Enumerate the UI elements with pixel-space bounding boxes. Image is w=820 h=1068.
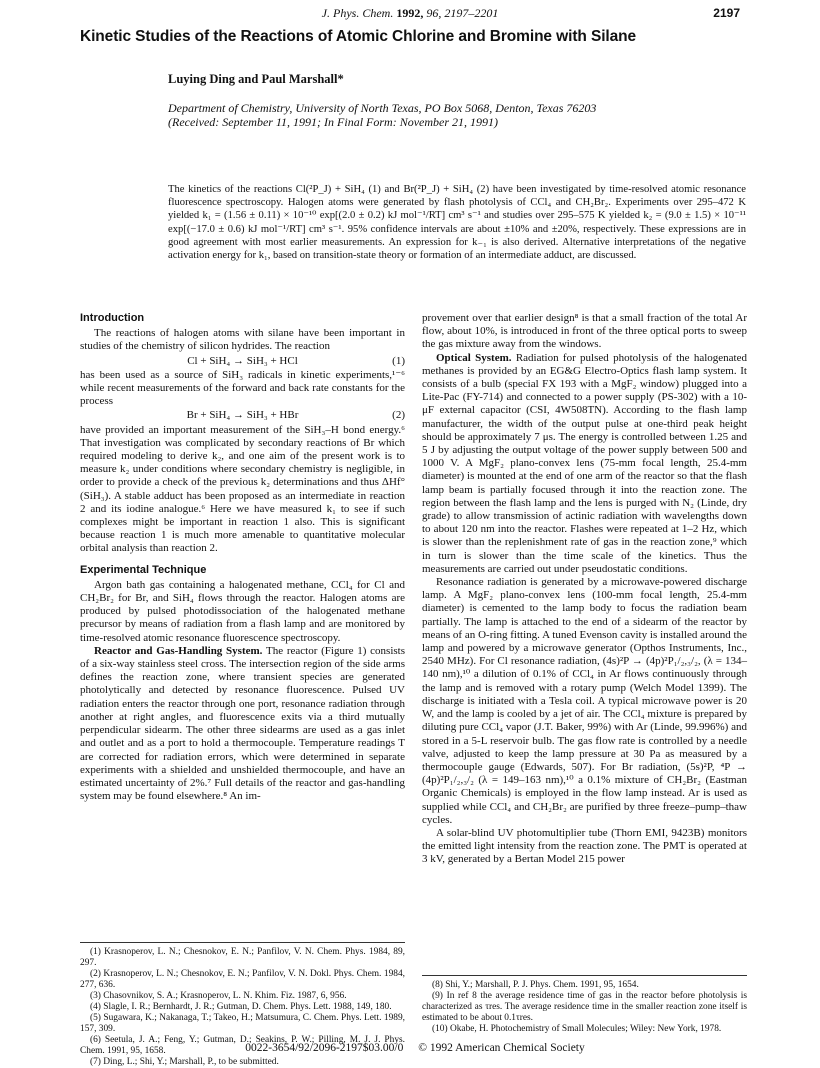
footnote: (10) Okabe, H. Photochemistry of Small Molecules; Wiley: New York, 1978. bbox=[432, 1024, 722, 1034]
footnote: (6) Seetula, J. A.; Feng, Y.; Gutman, D.; Seakins, P. W.; Pilling, M. J. J. Phys. Chem. 1991, 95, 1658. bbox=[80, 1035, 405, 1056]
affiliation-block bbox=[168, 101, 748, 129]
footnote: (9) In ref 8 the average residence time of gas in the reactor before photolysis is characterized as τres. The average residence time in the smaller reaction zone itself is estimated to be about 0.1τres. bbox=[422, 991, 747, 1023]
equation-2-text: Br + SiH₄ → SiH₃ + HBr bbox=[186, 409, 299, 422]
left-column bbox=[80, 312, 405, 803]
footnote-rule bbox=[422, 975, 747, 976]
received-dates: (Received: September 11, 1991; In Final Form: November 21, 1991) bbox=[168, 115, 499, 129]
equation-1 bbox=[80, 355, 405, 368]
optical-run-head: Optical System. bbox=[436, 351, 512, 364]
footnote: (7) Ding, L.; Shi, Y.; Marshall, P., to be submitted. bbox=[90, 1057, 279, 1067]
reactor-continued: provement over that earlier design⁸ is that a small fraction of the total Ar flow, about 10%, is introduced in front of the three optical ports to sweep the gas mixture away from the windows. bbox=[422, 312, 747, 351]
reactor-paragraph bbox=[80, 645, 405, 803]
article-code: 0022-3654/92/2096-2197$03.00/0 bbox=[245, 1042, 404, 1054]
experimental-paragraph-1: Argon bath gas containing a halogenated methane, CCl₄ for Cl and CH₂Br₂ for Br, and SiH₄ flows through the reactor. Halogen atoms are produced by pulsed photodissociation of the halogenated methane precursor by means of radiation from a flash lamp and are monitored by time-resolved atomic resonance fluorescence spectroscopy. bbox=[80, 578, 405, 644]
affiliation: Department of Chemistry, University of North Texas, PO Box 5068, Denton, Texas 76203 bbox=[168, 101, 597, 115]
footnote: (2) Krasnoperov, L. N.; Chesnokov, E. N.; Panfilov, V. N. Dokl. Phys. Chem. 1984, 277, 636. bbox=[80, 969, 405, 990]
abstract: The kinetics of the reactions Cl(²P_J) + SiH₄ (1) and Br(²P_J) + SiH₄ (2) have been investigated by time-resolved atomic resonance fluorescence spectroscopy. Halogen atoms were generated by flash photolysis of CCl₄ and CH₂Br₂. Experiments over 295–472 K yielded k₁ = (1.56 ± 0.11) × 10⁻¹⁰ exp[(2.0 ± 0.2) kJ mol⁻¹/RT] cm³ s⁻¹ and studies over 295–575 K yielded k₂ = (9.0 ± 1.5) × 10⁻¹¹ exp[(−17.0 ± 0.6) kJ mol⁻¹/RT] cm³ s⁻¹. 95% confidence intervals are about ±10% and ±20%, respectively. These expressions are in good agreement with most earlier measurements. An expression for k₋₁ is also derived. Alternative interpretations of the negative activation energy for k₁, based on transition-state theory or formation of an intermediate adduct, are discussed. bbox=[168, 184, 746, 262]
optical-text: Radiation for pulsed photolysis of the halogenated methanes is provided by an EG&G Electro-Optics flash lamp system. It consists of a bulb (special FX 193 with a MgF₂ window) plugged into a Lite-Pac (FY-714) and connected to a power supply (PS-302) with a 10-μF external capacitor (CSI, 4W508TN). According to the flash lamp manufacturer, the width of the output pulse at one-third peak height should be approximately 7 μs. The energy is controlled between 1.25 and 5 J by adjusting the output voltage of the power supply between 500 and 1000 V. A MgF₂ plano-convex lens (75-mm focal length, 25.4-mm diameter) is mounted at the end of one arm of the reactor so that the flash lamp beam is partially focused through it into the reaction zone. The region between the flash lamp and the lens is purged with N₂ (Linde, dry grade) to allow transmission of actinic radiation with wavelengths down to about 120 nm into the reactor. Flashes were repeated at 1–2 Hz, which is slower than the replenishment rate of gas in the reaction zone,⁹ which in turn is slower than the time scale of the kinetics. Thus the measurements are carried out under pseudostatic conditions. bbox=[422, 351, 747, 575]
equation-2 bbox=[80, 409, 405, 422]
equation-1-text: Cl + SiH₄ → SiH₃ + HCl bbox=[187, 354, 298, 367]
footnotes-right bbox=[422, 975, 747, 1035]
optical-paragraph bbox=[422, 352, 747, 576]
experimental-heading: Experimental Technique bbox=[80, 563, 207, 576]
pmt-paragraph: A solar-blind UV photomultiplier tube (Thorn EMI, 9423B) monitors the emitted light intensity from the reaction zone. The PMT is operated at 3 kV, generated by a Bertan Model 215 power bbox=[422, 826, 747, 866]
footnote: (5) Sugawara, K.; Nakanaga, T.; Takeo, H.; Matsumura, C. Chem. Phys. Lett. 1989, 157, 309. bbox=[80, 1013, 405, 1034]
authors: Luying Ding and Paul Marshall* bbox=[168, 72, 344, 86]
intro-paragraph-1: The reactions of halogen atoms with silane have been important in studies of the chemistry of silicon hydrides. The reaction bbox=[80, 327, 405, 353]
resonance-paragraph: Resonance radiation is generated by a microwave-powered discharge lamp. A MgF₂ plano-convex lens (100-mm focal length, 25.4-mm diameter) is cemented to the lamp body to focus the radiation beam partially. The lamp is attached to the end of a sidearm of the reactor by means of an O-ring fitting. A tuned Evenson cavity is installed around the lamp and powered by a microwave generator (Opthos Instruments, Inc., 2540 MHz). For Cl resonance radiation, (4s)²P → (4p)²P₁/₂,₃/₂, (λ = 134–140 nm),¹⁰ a dilution of 0.1% of CCl₄ in Ar flows continuously through the lamp and is removed with a rotary pump (Welch Model 1399). The discharge is initiated with a Tesla coil. A typical microwave power is 20 W, and the lamp is cooled by a jet of air. The CCl₄ mixture is prepared by diluting pure CCl₄ vapor (J.T. Baker, 99%) with Ar (Linde, 99.996%) and stored in a 5-L reservoir bulb. The gas flow rate is controlled by a needle valve, adjusted to keep the lamp pressure at 30 Pa as measured by a thermocouple gauge (Edwards, 507). For Br radiation, (5s)²P, ⁴P → (4p)²P₁/₂,₃/₂ (λ = 149–163 nm),¹⁰ a 0.1% mixture of CH₂Br₂ (Eastman Organic Chemicals) is employed in the flow lamp instead. Ar is used as supplied while CCl₄ and CH₂Br₂ are purified by three freeze–pump–thaw cycles. bbox=[422, 576, 747, 826]
reactor-text: The reactor (Figure 1) consists of a six-way stainless steel cross. The intersection region of the side arms defines the reaction zone, where transient species are generated photolytically and detected by resonance fluorescence. Pulsed UV radiation enters the reactor through one port, resonance radiation through another at right angles, and fluorescence exits via a third mutually perpendicular sidearm. The other three sidearms are used as a gas inlet and outlet and as a port to hold a thermocouple. Temperature readings T are corrected for radiation errors, which were determined in separate experiments with a shielded and unshielded thermocouple, and have an estimated uncertainty of 2%.⁷ Full details of the reactor and gas-handling system may be found elsewhere.⁸ An im- bbox=[80, 644, 405, 803]
footnote: (3) Chasovnikov, S. A.; Krasnoperov, L. N. Khim. Fiz. 1987, 6, 956. bbox=[90, 991, 347, 1001]
intro-paragraph-2: has been used as a source of SiH₃ radicals in kinetic experiments,¹⁻⁶ while recent measurements of the forward and back rate constants for the process bbox=[80, 368, 405, 408]
copyright: © 1992 American Chemical Society bbox=[418, 1042, 585, 1054]
footnote: (4) Slagle, I. R.; Bernhardt, J. R.; Gutman, D. Chem. Phys. Lett. 1988, 149, 180. bbox=[90, 1002, 392, 1012]
footnote-rule bbox=[80, 942, 405, 943]
footnote: (8) Shi, Y.; Marshall, P. J. Phys. Chem. 1991, 95, 1654. bbox=[432, 980, 639, 990]
footnote: (1) Krasnoperov, L. N.; Chesnokov, E. N.; Panfilov, V. N. Chem. Phys. 1984, 89, 297. bbox=[80, 947, 405, 968]
page-number: 2197 bbox=[713, 6, 740, 20]
article-title: Kinetic Studies of the Reactions of Atomic Chlorine and Bromine with Silane bbox=[80, 28, 637, 45]
introduction-heading: Introduction bbox=[80, 312, 145, 324]
page-footer bbox=[80, 1042, 750, 1054]
reactor-run-head: Reactor and Gas-Handling System. bbox=[94, 644, 263, 657]
intro-paragraph-3: have provided an important measurement of the SiH₃–H bond energy.⁶ That investigation was complicated by secondary reactions of Br which required modeling to derive k₂, and one aim of the present work is to measure k₂ under conditions where secondary chemistry is negligible, in order to provide a check of the previous k₂ determinations and thus ΔHf°(SiH₃). A stable adduct has been proposed as an intermediate in reaction 2 and its iodine analogue.⁶ Here we have measured k₁ to see if such complexes might be important in reaction 1 also. This is significant because reaction 1 is much more amenable to quantitative molecular orbital analysis than reaction 2. bbox=[80, 423, 405, 555]
equation-1-number: (1) bbox=[392, 354, 405, 367]
equation-2-number: (2) bbox=[392, 409, 405, 422]
journal-citation: J. Phys. Chem. 1992, 96, 2197–2201 bbox=[321, 6, 499, 20]
right-column bbox=[422, 312, 747, 867]
running-head bbox=[80, 6, 740, 22]
